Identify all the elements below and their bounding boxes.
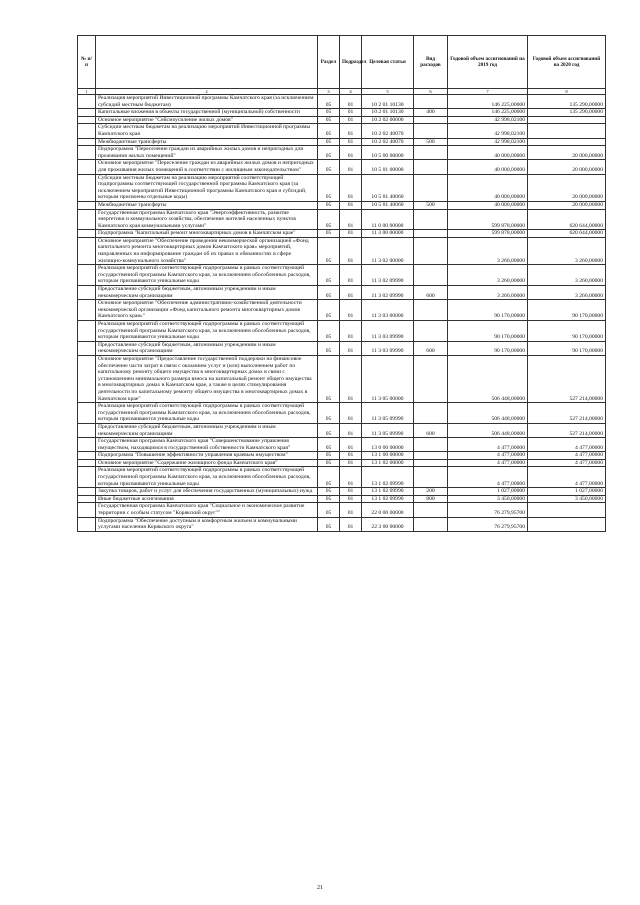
row-name-cell: Субсидии местным бюджетам на реализацию мероприятий Инвестиционной программы Камчатского края (96, 124, 318, 138)
row-amount-2019-cell: 42 998,02100 (448, 124, 528, 138)
page-number: 21 (317, 885, 323, 891)
row-section-cell: 05 (318, 321, 340, 342)
row-number-cell (78, 201, 96, 209)
row-amount-2019-cell: 4 477,00000 (448, 459, 528, 467)
row-expense-type-cell (414, 265, 448, 286)
table-row (78, 438, 606, 452)
column-number: 1 (78, 89, 96, 95)
row-number-cell (78, 209, 96, 230)
row-target-article-cell: 11 3 05 09990 (362, 403, 414, 424)
row-amount-2020-cell: 135 290,00000 (528, 109, 606, 117)
row-number-cell (78, 517, 96, 531)
row-target-article-cell: 11 3 02 00000 (362, 237, 414, 264)
row-amount-2019-cell: 40 000,00000 (448, 174, 528, 201)
row-amount-2019-cell: 3 260,00000 (448, 286, 528, 300)
row-number-cell (78, 160, 96, 174)
row-section-cell: 05 (318, 459, 340, 467)
row-name-cell: Закупка товаров, работ и услуг для обеспечения государственных (муниципальных) нужд (96, 488, 318, 496)
row-section-cell: 05 (318, 341, 340, 355)
row-amount-2020-cell: 1 027,00000 (528, 488, 606, 496)
row-name-cell: Реализация мероприятий соответствующей подпрограммы в рамках соответствующей государственной программы Камчатского края, за исключением обособленных расходов, которым присваиваются уникальные коды (96, 403, 318, 424)
table-row (78, 237, 606, 264)
table-row (78, 160, 606, 174)
row-amount-2020-cell: 20 000,00000 (528, 146, 606, 160)
row-expense-type-cell: 200 (414, 488, 448, 496)
row-amount-2020-cell: 4 477,00000 (528, 452, 606, 460)
row-number-cell (78, 109, 96, 117)
table-row (78, 265, 606, 286)
table-row (78, 452, 606, 460)
row-subsection-cell: 01 (340, 503, 362, 517)
row-expense-type-cell: 500 (414, 201, 448, 209)
row-target-article-cell: 11 0 00 00000 (362, 209, 414, 230)
row-name-cell: Предоставление субсидий бюджетным, автономным учреждениям и иным некоммерческим организациям (96, 286, 318, 300)
row-amount-2019-cell: 4 477,00000 (448, 438, 528, 452)
row-number-cell (78, 438, 96, 452)
row-target-article-cell: 10 2 01 10130 (362, 109, 414, 117)
row-amount-2019-cell: 1 027,00000 (448, 488, 528, 496)
row-expense-type-cell (414, 467, 448, 488)
row-expense-type-cell (414, 452, 448, 460)
row-amount-2020-cell: 620 644,00000 (528, 209, 606, 230)
row-number-cell (78, 146, 96, 160)
row-number-cell (78, 423, 96, 437)
row-amount-2019-cell: 506 448,00000 (448, 355, 528, 402)
table-row (78, 488, 606, 496)
row-amount-2020-cell: 90 170,00000 (528, 341, 606, 355)
row-number-cell (78, 265, 96, 286)
row-amount-2020-cell: 90 170,00000 (528, 321, 606, 342)
row-amount-2019-cell: 146 225,00000 (448, 95, 528, 109)
table-row (78, 146, 606, 160)
row-amount-2020-cell: 527 214,00000 (528, 423, 606, 437)
row-number-cell (78, 124, 96, 138)
row-subsection-cell: 01 (340, 488, 362, 496)
row-target-article-cell: 10 5 01 00000 (362, 160, 414, 174)
row-subsection-cell: 01 (340, 341, 362, 355)
row-section-cell: 05 (318, 503, 340, 517)
table-row (78, 109, 606, 117)
row-expense-type-cell (414, 438, 448, 452)
row-expense-type-cell: 600 (414, 341, 448, 355)
row-amount-2020-cell: 620 644,00000 (528, 230, 606, 238)
row-section-cell: 05 (318, 355, 340, 402)
row-target-article-cell: 13 1 02 09990 (362, 467, 414, 488)
table-row (78, 209, 606, 230)
row-subsection-cell: 01 (340, 438, 362, 452)
row-amount-2020-cell (528, 503, 606, 517)
row-number-cell (78, 452, 96, 460)
row-amount-2019-cell: 599 878,00000 (448, 209, 528, 230)
row-amount-2020-cell: 3 260,00000 (528, 265, 606, 286)
row-amount-2020-cell: 527 214,00000 (528, 355, 606, 402)
row-name-cell: Межбюджетные трансферты (96, 201, 318, 209)
row-section-cell: 05 (318, 517, 340, 531)
row-name-cell: Реализация мероприятий соответствующей подпрограммы в рамках соответствующей государственной программы Камчатского края, за исключением обособленных расходов, которым присваиваются уникальные коды (96, 321, 318, 342)
row-section-cell: 05 (318, 237, 340, 264)
row-number-cell (78, 495, 96, 503)
row-amount-2020-cell: 527 214,00000 (528, 403, 606, 424)
row-expense-type-cell: 800 (414, 495, 448, 503)
row-section-cell: 05 (318, 95, 340, 109)
row-section-cell: 05 (318, 488, 340, 496)
table-row (78, 300, 606, 321)
row-subsection-cell: 01 (340, 237, 362, 264)
row-subsection-cell: 01 (340, 95, 362, 109)
row-number-cell (78, 459, 96, 467)
row-number-cell (78, 230, 96, 238)
row-expense-type-cell (414, 355, 448, 402)
row-subsection-cell: 01 (340, 174, 362, 201)
table-row (78, 138, 606, 146)
row-expense-type-cell: 400 (414, 109, 448, 117)
row-name-cell: Реализация мероприятий соответствующей подпрограммы в рамках соответствующей государственной программы Камчатского края, за исключением обособленных расходов, которым присваиваются уникальные коды (96, 265, 318, 286)
row-amount-2019-cell: 506 448,00000 (448, 403, 528, 424)
row-section-cell: 05 (318, 116, 340, 124)
row-amount-2019-cell: 90 170,00000 (448, 321, 528, 342)
row-amount-2019-cell: 42 998,02100 (448, 116, 528, 124)
row-section-cell: 05 (318, 438, 340, 452)
row-number-cell (78, 355, 96, 402)
table-row (78, 230, 606, 238)
table-row (78, 124, 606, 138)
row-subsection-cell: 01 (340, 467, 362, 488)
row-expense-type-cell (414, 237, 448, 264)
column-number: 7 (448, 89, 528, 95)
row-subsection-cell: 01 (340, 109, 362, 117)
row-name-cell: Государственная программа Камчатского края "Социальное и экономическое развитие территории с особым статусом "Корякский округ"" (96, 503, 318, 517)
row-expense-type-cell (414, 116, 448, 124)
row-section-cell: 05 (318, 174, 340, 201)
row-expense-type-cell (414, 174, 448, 201)
table-header-row (78, 36, 606, 89)
row-expense-type-cell (414, 459, 448, 467)
table-row (78, 321, 606, 342)
table-row (78, 459, 606, 467)
row-amount-2020-cell (528, 116, 606, 124)
column-number: 5 (362, 89, 414, 95)
row-name-cell: Основное мероприятие "Предоставление государственной поддержки на финансовое обеспечение части затрат в связи с оказанием услуг и (или) выполнением работ по капитальному ремонту общего имущества в многоквартирных домах в связи с установлением минимального размера взноса на капитальный ремонт общего имущества в многоквартирных домах в Камчатском крае, а также в целях стимулирования деятельности по капитальному ремонту общего имущества в многоквартирных домах в Камчатском крае" (96, 355, 318, 402)
row-expense-type-cell: 500 (414, 138, 448, 146)
row-expense-type-cell (414, 300, 448, 321)
row-name-cell: Подпрограмма "Переселение граждан из аварийных жилых домов и непригодных для проживания жилых помещений" (96, 146, 318, 160)
table-row (78, 467, 606, 488)
table-row (78, 495, 606, 503)
row-amount-2019-cell: 76 279,95700 (448, 503, 528, 517)
row-amount-2019-cell: 4 477,00000 (448, 452, 528, 460)
table-row (78, 517, 606, 531)
row-section-cell: 05 (318, 146, 340, 160)
header-amount-2020: Годовой объем ассигнований на 2020 год (528, 36, 606, 89)
row-name-cell: Реализация мероприятий Инвестиционной программы Камчатского края (за исключением субсидий местным бюджетам) (96, 95, 318, 109)
row-name-cell: Подпрограмма "Обеспечение доступным и комфортным жильем и коммунальными услугами населения Корякского округа" (96, 517, 318, 531)
table-row (78, 341, 606, 355)
header-amount-2019: Годовой объем ассигнований на 2019 год (448, 36, 528, 89)
row-name-cell: Основное мероприятие "Обеспечение административно-хозяйственной деятельности некоммерческой организации «Фонд капитального ремонта многоквартирных домов Камчатского края»" (96, 300, 318, 321)
row-number-cell (78, 116, 96, 124)
table-row (78, 403, 606, 424)
row-number-cell (78, 503, 96, 517)
column-number: 8 (528, 89, 606, 95)
row-section-cell: 05 (318, 124, 340, 138)
row-name-cell: Основное мероприятие "Обеспечение проведения некоммерческой организацией «Фонд капитального ремонта многоквартирных домов Камчатского края» мероприятий, направленных на информирование граждан об их правах и обязанностях в сфере жилищно-коммунального хозяйства" (96, 237, 318, 264)
row-target-article-cell: 10 5 01 40060 (362, 174, 414, 201)
row-amount-2019-cell: 3 260,00000 (448, 237, 528, 264)
row-amount-2019-cell: 40 000,00000 (448, 160, 528, 174)
row-target-article-cell: 13 1 02 09990 (362, 488, 414, 496)
row-section-cell: 05 (318, 201, 340, 209)
header-subsection: Подраздел (340, 36, 362, 89)
row-subsection-cell: 01 (340, 423, 362, 437)
row-target-article-cell: 11 3 03 09990 (362, 341, 414, 355)
row-subsection-cell: 01 (340, 517, 362, 531)
row-expense-type-cell (414, 321, 448, 342)
row-expense-type-cell (414, 209, 448, 230)
row-subsection-cell: 01 (340, 230, 362, 238)
header-expense-type: Вид расходов (414, 36, 448, 89)
row-number-cell (78, 467, 96, 488)
table-row (78, 503, 606, 517)
row-amount-2019-cell: 146 225,00000 (448, 109, 528, 117)
row-section-cell: 05 (318, 403, 340, 424)
row-subsection-cell: 01 (340, 286, 362, 300)
row-target-article-cell: 22 0 00 00000 (362, 503, 414, 517)
row-target-article-cell: 22 3 00 00000 (362, 517, 414, 531)
header-num: № п/п (78, 36, 96, 89)
row-amount-2019-cell: 4 477,00000 (448, 467, 528, 488)
row-amount-2020-cell: 135 290,00000 (528, 95, 606, 109)
row-name-cell: Иные бюджетные ассигнования (96, 495, 318, 503)
row-expense-type-cell (414, 230, 448, 238)
row-subsection-cell: 01 (340, 160, 362, 174)
row-number-cell (78, 300, 96, 321)
row-section-cell: 05 (318, 452, 340, 460)
table-row (78, 95, 606, 109)
table-row (78, 423, 606, 437)
row-amount-2020-cell (528, 517, 606, 531)
row-number-cell (78, 286, 96, 300)
row-subsection-cell: 01 (340, 452, 362, 460)
row-amount-2019-cell: 76 279,95700 (448, 517, 528, 531)
row-name-cell: Капитальные вложения в объекты государственной (муниципальной) собственности (96, 109, 318, 117)
row-name-cell: Подпрограмма "Повышение эффективности управления краевым имуществом" (96, 452, 318, 460)
row-expense-type-cell (414, 160, 448, 174)
row-name-cell: Государственная программа Камчатского края "Совершенствование управления имуществом, находящимся в государственной собственности Камчатского края" (96, 438, 318, 452)
row-target-article-cell: 10 2 01 10130 (362, 95, 414, 109)
row-section-cell: 05 (318, 467, 340, 488)
row-subsection-cell: 01 (340, 146, 362, 160)
row-name-cell: Подпрограмма "Капитальный ремонт многоквартирных домов в Камчатском крае" (96, 230, 318, 238)
row-expense-type-cell: 600 (414, 423, 448, 437)
row-amount-2020-cell: 4 477,00000 (528, 438, 606, 452)
row-amount-2019-cell: 90 170,00000 (448, 341, 528, 355)
budget-table (77, 35, 606, 532)
row-name-cell: Реализация мероприятий соответствующей подпрограммы в рамках соответствующей государственной программы Камчатского края, за исключением обособленных расходов, которым присваиваются уникальные коды (96, 467, 318, 488)
row-subsection-cell: 01 (340, 116, 362, 124)
row-subsection-cell: 01 (340, 124, 362, 138)
column-number: 2 (96, 89, 318, 95)
row-target-article-cell: 11 3 02 09990 (362, 286, 414, 300)
row-amount-2019-cell: 506 448,00000 (448, 423, 528, 437)
row-section-cell: 05 (318, 286, 340, 300)
row-subsection-cell: 01 (340, 265, 362, 286)
table-row (78, 174, 606, 201)
row-subsection-cell: 01 (340, 321, 362, 342)
row-target-article-cell: 11 3 03 09990 (362, 321, 414, 342)
row-target-article-cell: 13 1 00 00000 (362, 452, 414, 460)
row-subsection-cell: 01 (340, 495, 362, 503)
header-name (96, 36, 318, 89)
row-expense-type-cell: 600 (414, 286, 448, 300)
table-body (78, 95, 606, 532)
row-subsection-cell: 01 (340, 138, 362, 146)
row-amount-2020-cell: 3 260,00000 (528, 286, 606, 300)
row-number-cell (78, 488, 96, 496)
row-expense-type-cell (414, 403, 448, 424)
row-name-cell: Основное мероприятие "Сейсмоусиление жилых домов" (96, 116, 318, 124)
row-target-article-cell: 10 2 02 00000 (362, 116, 414, 124)
row-section-cell: 05 (318, 160, 340, 174)
row-name-cell: Субсидии местным бюджетам на реализацию мероприятий соответствующей подпрограммы соответствующей государственной программы Камчатского края (за исключением мероприятий Инвестиционной программы Камчатского края и субсидий, которым присвоены отдельные коды) (96, 174, 318, 201)
column-number: 6 (414, 89, 448, 95)
row-amount-2019-cell: 42 998,02100 (448, 138, 528, 146)
row-amount-2020-cell: 4 477,00000 (528, 459, 606, 467)
row-target-article-cell: 13 1 02 09990 (362, 495, 414, 503)
row-subsection-cell: 01 (340, 201, 362, 209)
row-name-cell: Предоставление субсидий бюджетным, автономным учреждениям и иным некоммерческим организациям (96, 423, 318, 437)
row-section-cell: 05 (318, 230, 340, 238)
row-amount-2020-cell: 20 000,00000 (528, 174, 606, 201)
column-number: 3 (318, 89, 340, 95)
row-amount-2019-cell: 40 000,00000 (448, 146, 528, 160)
row-number-cell (78, 237, 96, 264)
row-number-cell (78, 341, 96, 355)
row-target-article-cell: 11 3 00 00000 (362, 230, 414, 238)
row-target-article-cell: 10 2 02 40070 (362, 124, 414, 138)
row-amount-2019-cell: 3 450,00000 (448, 495, 528, 503)
table-row (78, 355, 606, 402)
row-amount-2019-cell: 599 878,00000 (448, 230, 528, 238)
row-amount-2019-cell: 40 000,00000 (448, 201, 528, 209)
row-section-cell: 05 (318, 300, 340, 321)
row-amount-2019-cell: 3 260,00000 (448, 265, 528, 286)
table-row (78, 286, 606, 300)
row-expense-type-cell (414, 95, 448, 109)
row-expense-type-cell (414, 124, 448, 138)
row-amount-2020-cell (528, 138, 606, 146)
row-amount-2020-cell: 3 260,00000 (528, 237, 606, 264)
row-target-article-cell: 11 3 02 09990 (362, 265, 414, 286)
row-expense-type-cell (414, 503, 448, 517)
row-amount-2019-cell: 90 170,00000 (448, 300, 528, 321)
row-name-cell: Межбюджетные трансферты (96, 138, 318, 146)
table-row (78, 116, 606, 124)
row-section-cell: 05 (318, 495, 340, 503)
row-section-cell: 05 (318, 209, 340, 230)
row-name-cell: Основное мероприятие "Переселение граждан из аварийных жилых домов и непригодных для проживания жилых помещений в соответствии с жилищным законодательством" (96, 160, 318, 174)
row-number-cell (78, 174, 96, 201)
table-row (78, 201, 606, 209)
row-name-cell: Предоставление субсидий бюджетным, автономным учреждениям и иным некоммерческим организациям (96, 341, 318, 355)
row-amount-2020-cell: 90 170,00000 (528, 300, 606, 321)
row-section-cell: 05 (318, 423, 340, 437)
row-amount-2020-cell: 3 450,00000 (528, 495, 606, 503)
row-subsection-cell: 01 (340, 300, 362, 321)
row-expense-type-cell (414, 146, 448, 160)
row-target-article-cell: 10 5 00 00000 (362, 146, 414, 160)
row-section-cell: 05 (318, 109, 340, 117)
row-target-article-cell: 11 3 03 00000 (362, 300, 414, 321)
row-subsection-cell: 01 (340, 209, 362, 230)
row-target-article-cell: 11 3 05 00000 (362, 355, 414, 402)
header-section: Раздел (318, 36, 340, 89)
row-section-cell: 05 (318, 138, 340, 146)
row-name-cell: Государственная программа Камчатского края "Энергоэффективность, развитие энергетики и коммунального хозяйства, обеспечение жителей населенных пунктов Камчатского края коммунальными услугами" (96, 209, 318, 230)
row-number-cell (78, 138, 96, 146)
row-name-cell: Основное мероприятие "Содержание жилищного фонда Камчатского края" (96, 459, 318, 467)
row-target-article-cell: 11 3 05 09990 (362, 423, 414, 437)
row-subsection-cell: 01 (340, 459, 362, 467)
row-target-article-cell: 10 5 01 40060 (362, 201, 414, 209)
row-target-article-cell: 13 1 02 00000 (362, 459, 414, 467)
row-amount-2020-cell: 20 000,00000 (528, 160, 606, 174)
row-subsection-cell: 01 (340, 355, 362, 402)
row-target-article-cell: 10 2 02 40070 (362, 138, 414, 146)
row-amount-2020-cell (528, 124, 606, 138)
row-subsection-cell: 01 (340, 403, 362, 424)
row-number-cell (78, 95, 96, 109)
row-amount-2020-cell: 20 000,00000 (528, 201, 606, 209)
header-target-article: Целевая статья (362, 36, 414, 89)
row-expense-type-cell (414, 517, 448, 531)
row-section-cell: 05 (318, 265, 340, 286)
row-number-cell (78, 321, 96, 342)
row-number-cell (78, 403, 96, 424)
row-target-article-cell: 13 0 00 00000 (362, 438, 414, 452)
column-number: 4 (340, 89, 362, 95)
row-amount-2020-cell: 4 477,00000 (528, 467, 606, 488)
